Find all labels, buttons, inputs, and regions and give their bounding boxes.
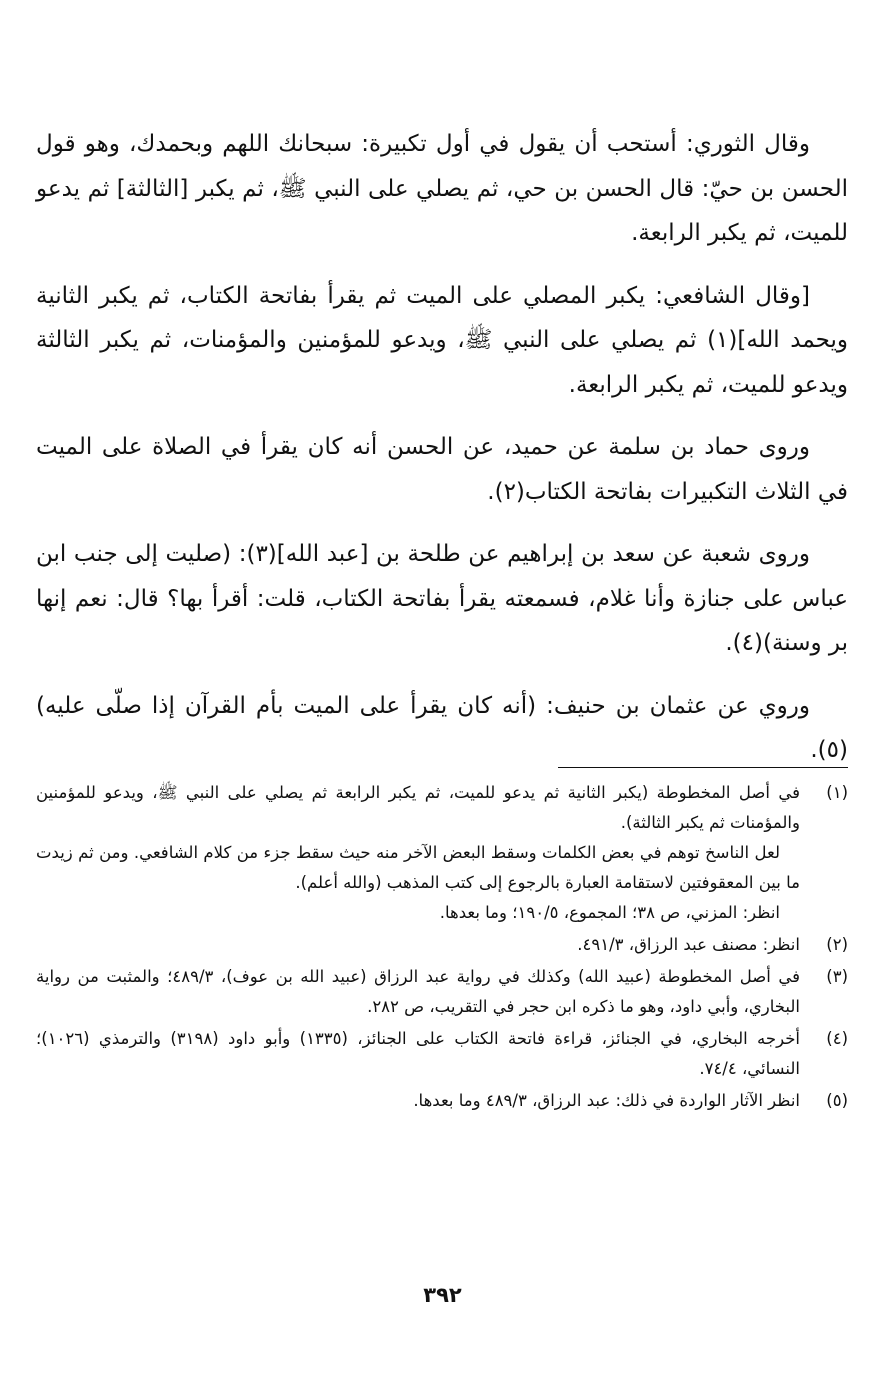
footnote-number: (٣) [826,967,848,986]
footnote-text: أخرجه البخاري، في الجنائز، قراءة فاتحة الكتاب على الجنائز، (١٣٣٥) وأبو داود (٣١٩٨) والترمذي (١٠٢٦)؛ النسائي، ٧٤/٤. [36,1029,800,1078]
footnote-text: في أصل المخطوطة (عبيد الله) وكذلك في رواية عبد الرزاق (عبيد الله بن عوف)، ٤٨٩/٣؛ والمثبت من رواية البخاري، وأبي داود، وهو ما ذكره ابن حجر في التقريب، ص ٢٨٢. [36,967,800,1016]
footnote-number: (١) [826,783,848,802]
footnote-4 [36,1024,848,1084]
footnote-text: لعل الناسخ توهم في بعض الكلمات وسقط البعض الآخر منه حيث سقط جزء من كلام الشافعي. ومن ثم زيدت ما بين المعقوفتين لاستقامة العبارة بالرجوع إلى كتب المذهب (والله أعلم). [36,843,800,892]
footnote-text: انظر الآثار الواردة في ذلك: عبد الرزاق، ٤٨٩/٣ وما بعدها. [413,1091,800,1110]
footnote-number: (٢) [826,935,848,954]
paragraph-uthman: وروي عن عثمان بن حنيف: (أنه كان يقرأ على الميت بأم القرآن إذا صلّى عليه)(٥). [36,692,848,763]
footnote-number: (٤) [826,1029,848,1048]
footnote-1 [36,778,848,928]
paragraph-thawri: وقال الثوري: أستحب أن يقول في أول تكبيرة: سبحانك اللهم وبحمدك، وهو قول الحسن بن حيّ: قال الحسن بن حي، ثم يصلي على النبي ﷺ، ثم يكبر [الثالثة] ثم يدعو للميت، ثم يكبر الرابعة. [36,131,848,246]
footnote-number: (٥) [826,1091,848,1110]
footnote-text: انظر: مصنف عبد الرزاق، ٤٩١/٣. [577,935,800,954]
main-text [36,122,848,791]
footnotes [36,778,848,1118]
page-number: ٣٩٢ [423,1283,462,1307]
footnote-text: في أصل المخطوطة (يكبر الثانية ثم يدعو للميت، ثم يكبر الرابعة ثم يصلي على النبي ﷺ، ويدعو للمؤمنين والمؤمنات ثم يكبر الثالثة). [36,783,800,832]
footnote-3 [36,962,848,1022]
paragraph-shafii: [وقال الشافعي: يكبر المصلي على الميت ثم يقرأ بفاتحة الكتاب، ثم يكبر الثانية ويحمد الله](١) ثم يصلي على النبي ﷺ، ويدعو للمؤمنين والمؤمنات، ثم يكبر الثالثة ويدعو للميت، ثم يكبر الرابعة. [36,282,848,398]
paragraph-hammad: وروى حماد بن سلمة عن حميد، عن الحسن أنه كان يقرأ في الصلاة على الميت في الثلاث التكبيرات بفاتحة الكتاب(٢). [36,434,848,505]
paragraph-shuba: وروى شعبة عن سعد بن إبراهيم عن طلحة بن [عبد الله](٣): (صليت إلى جنب ابن عباس على جنازة وأنا غلام، فسمعته يقرأ بفاتحة الكتاب، قلت: أقرأ بها؟ قال: نعم إنها بر وسنة)(٤). [36,541,848,656]
footnote-5 [36,1086,848,1116]
footnote-2 [36,930,848,960]
footnote-separator [558,767,848,768]
footnote-text: انظر: المزني، ص ٣٨؛ المجموع، ١٩٠/٥؛ وما بعدها. [439,903,780,922]
